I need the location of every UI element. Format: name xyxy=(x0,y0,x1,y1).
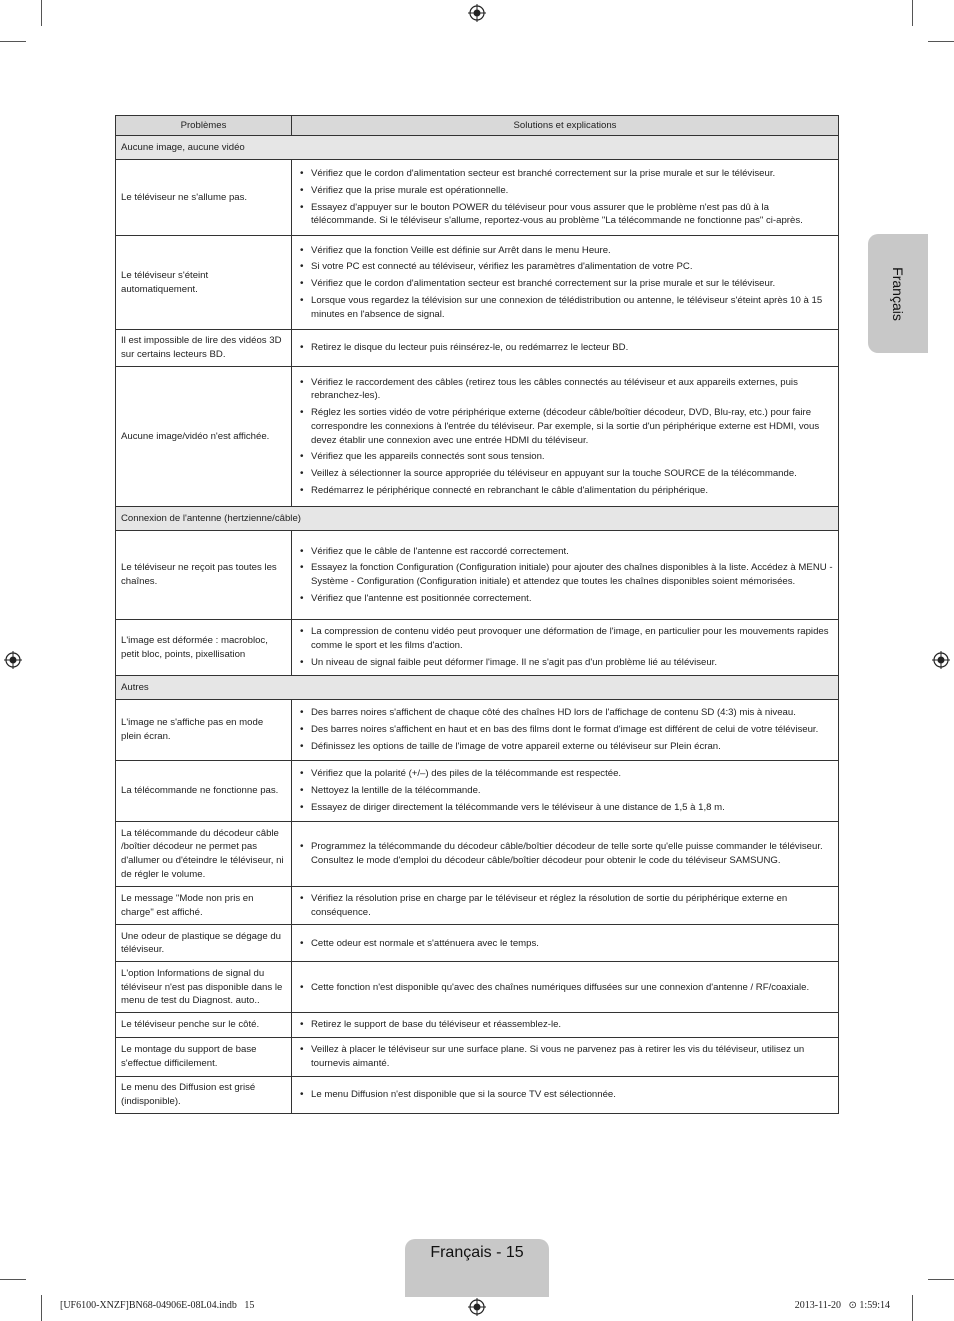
solution-cell xyxy=(292,962,839,1013)
section-other: Autres xyxy=(116,676,839,700)
section-antenna: Connexion de l'antenne (hertzienne/câble) xyxy=(116,507,839,531)
crop-mark xyxy=(912,1295,913,1321)
header-solution: Solutions et explications xyxy=(292,116,839,136)
problem-cell: L'option Informations de signal du téléviseur n'est pas disponible dans le menu de test du Diagnost. auto.. xyxy=(116,962,292,1013)
header-problem: Problèmes xyxy=(116,116,292,136)
solution-item: • Veillez à placer le téléviseur sur une surface plane. Si vous ne parvenez pas à retirer les vis du téléviseur, utilisez un tournevis aimanté. xyxy=(297,1043,833,1070)
problem-cell: Il est impossible de lire des vidéos 3D sur certains lecteurs BD. xyxy=(116,330,292,367)
solution-item: • Retirez le support de base du téléviseur et réassemblez-le. xyxy=(297,1018,833,1032)
table-row xyxy=(116,761,839,822)
solution-item: • Vérifiez que les appareils connectés sont sous tension. xyxy=(297,450,833,464)
language-side-tab xyxy=(868,234,928,353)
solution-cell xyxy=(292,620,839,676)
crop-mark xyxy=(928,1279,954,1280)
section-video: Aucune image, aucune vidéo xyxy=(116,136,839,160)
solution-item: • Vérifiez que le cordon d'alimentation secteur est branché correctement sur la prise murale et sur le téléviseur. xyxy=(297,167,833,181)
solution-cell xyxy=(292,1013,839,1038)
solution-item: • Vérifiez que la prise murale est opérationnelle. xyxy=(297,184,833,198)
solution-cell xyxy=(292,1076,839,1113)
solution-item: • Réglez les sorties vidéo de votre périphérique externe (décodeur câble/boîtier décodeur, DVD, Blu-ray, etc.) pour faire correspondre les connexions à l'entrée du téléviseur. Par exemple, si la sortie d'un périphérique externe est HDMI, vous devez établir une connexion avec une entrée HDMI du téléviseur. xyxy=(297,406,833,447)
solution-item: • Cette odeur est normale et s'atténuera avec le temps. xyxy=(297,937,833,951)
solution-item: • Un niveau de signal faible peut déformer l'image. Il ne s'agit pas d'un problème lié au téléviseur. xyxy=(297,656,833,670)
crop-mark xyxy=(928,41,954,42)
section-row xyxy=(116,676,839,700)
registration-mark-icon xyxy=(4,651,22,669)
solution-item: • Essayez de diriger directement la télécommande vers le téléviseur à une distance de 1,5 à 1,8 m. xyxy=(297,801,833,815)
crop-mark xyxy=(912,0,913,26)
solution-cell xyxy=(292,925,839,962)
table-row xyxy=(116,330,839,367)
problem-cell: Le message "Mode non pris en charge" est affiché. xyxy=(116,887,292,925)
solution-cell xyxy=(292,531,839,620)
solution-cell xyxy=(292,761,839,822)
solution-item: • Si votre PC est connecté au téléviseur, vérifiez les paramètres d'alimentation de votre PC. xyxy=(297,260,833,274)
table-row xyxy=(116,925,839,962)
solution-item: • La compression de contenu vidéo peut provoquer une déformation de l'image, en particulier pour les mouvements rapides comme le sport et les films d'action. xyxy=(297,625,833,652)
problem-cell: La télécommande ne fonctionne pas. xyxy=(116,761,292,822)
troubleshooting-table xyxy=(115,115,839,1114)
registration-mark-icon xyxy=(468,1298,486,1316)
solution-item: • Redémarrez le périphérique connecté en rebranchant le câble d'alimentation du périphérique. xyxy=(297,484,833,498)
side-tab-label: Français xyxy=(890,266,906,321)
solution-item: • Nettoyez la lentille de la télécommande. xyxy=(297,784,833,798)
solution-item: • Vérifiez que le cordon d'alimentation secteur est branché correctement sur la prise murale et sur le téléviseur. xyxy=(297,277,833,291)
table-row xyxy=(116,822,839,887)
page-number: Français - 15 xyxy=(430,1244,524,1261)
table-row xyxy=(116,531,839,620)
solution-cell xyxy=(292,700,839,761)
solution-item: • Des barres noires s'affichent en haut et en bas des films dont le format d'image est différent de celui de votre téléviseur. xyxy=(297,723,833,737)
solution-cell xyxy=(292,160,839,236)
solution-item: • Le menu Diffusion n'est disponible que si la source TV est sélectionnée. xyxy=(297,1088,833,1102)
solution-item: • Des barres noires s'affichent de chaque côté des chaînes HD lors de l'affichage de contenu SD (4:3) mis à niveau. xyxy=(297,706,833,720)
section-row xyxy=(116,507,839,531)
problem-cell: L'image ne s'affiche pas en mode plein écran. xyxy=(116,700,292,761)
solution-cell xyxy=(292,330,839,367)
crop-mark xyxy=(41,1295,42,1321)
problem-cell: Aucune image/vidéo n'est affichée. xyxy=(116,367,292,507)
print-timestamp: 2013-11-20 ⊙ 1:59:14 xyxy=(794,1300,890,1311)
solution-item: • Vérifiez que le câble de l'antenne est raccordé correctement. xyxy=(297,545,833,559)
table-row xyxy=(116,236,839,330)
table-row xyxy=(116,1076,839,1113)
solution-item: • Cette fonction n'est disponible qu'avec des chaînes numériques diffusées sur une connexion d'antenne / RF/coaxiale. xyxy=(297,981,833,995)
registration-mark-icon xyxy=(932,651,950,669)
solution-item: • Veillez à sélectionner la source appropriée du téléviseur en appuyant sur la touche SOURCE de la télécommande. xyxy=(297,467,833,481)
problem-cell: Le téléviseur penche sur le côté. xyxy=(116,1013,292,1038)
table-header-row xyxy=(116,116,839,136)
solution-item: • Vérifiez la résolution prise en charge par le téléviseur et réglez la résolution de sortie du périphérique externe en conséquence. xyxy=(297,892,833,919)
solution-cell xyxy=(292,822,839,887)
section-row xyxy=(116,136,839,160)
solution-item: • Lorsque vous regardez la télévision sur une connexion de télédistribution ou antenne, le téléviseur s'éteint après 10 à 15 minutes en l'absence de signal. xyxy=(297,294,833,321)
solution-cell xyxy=(292,887,839,925)
print-file-info: [UF6100-XNZF]BN68-04906E-08L04.indb 15 xyxy=(60,1300,255,1311)
solution-item: • Définissez les options de taille de l'image de votre appareil externe ou téléviseur sur Plein écran. xyxy=(297,740,833,754)
solution-item: • Essayez d'appuyer sur le bouton POWER du téléviseur pour vous assurer que le problème n'est pas dû à la télécommande. Si le téléviseur s'allume, reportez-vous au problème "La télécommande ne fonctionne pas" ci-après. xyxy=(297,201,833,228)
crop-mark xyxy=(0,1279,26,1280)
table-row xyxy=(116,1013,839,1038)
problem-cell: Le téléviseur ne reçoit pas toutes les chaînes. xyxy=(116,531,292,620)
solution-item: • Vérifiez le raccordement des câbles (retirez tous les câbles connectés au téléviseur et aux appareils externes, puis rebranchez-les). xyxy=(297,376,833,403)
table-row xyxy=(116,700,839,761)
page-number-tab xyxy=(405,1239,549,1297)
problem-cell: Le montage du support de base s'effectue difficilement. xyxy=(116,1038,292,1076)
table-row xyxy=(116,620,839,676)
solution-cell xyxy=(292,367,839,507)
crop-mark xyxy=(41,0,42,26)
problem-cell: L'image est déformée : macrobloc, petit bloc, points, pixellisation xyxy=(116,620,292,676)
table-row xyxy=(116,1038,839,1076)
registration-mark-icon xyxy=(468,4,486,22)
solution-item: • Programmez la télécommande du décodeur câble/boîtier décodeur de telle sorte qu'elle puisse commander le téléviseur. Consultez le mode d'emploi du décodeur câble/boîtier décodeur pour obtenir le code du téléviseur SAMSUNG. xyxy=(297,840,833,867)
solution-cell xyxy=(292,1038,839,1076)
problem-cell: La télécommande du décodeur câble /boîtier décodeur ne permet pas d'allumer ou d'éteindre le téléviseur, ni de régler le volume. xyxy=(116,822,292,887)
crop-mark xyxy=(0,41,26,42)
solution-item: • Retirez le disque du lecteur puis réinsérez-le, ou redémarrez le lecteur BD. xyxy=(297,341,833,355)
problem-cell: Une odeur de plastique se dégage du téléviseur. xyxy=(116,925,292,962)
table-row xyxy=(116,160,839,236)
table-row xyxy=(116,962,839,1013)
table-row xyxy=(116,367,839,507)
problem-cell: Le téléviseur ne s'allume pas. xyxy=(116,160,292,236)
problem-cell: Le menu des Diffusion est grisé (indisponible). xyxy=(116,1076,292,1113)
solution-item: • Vérifiez que l'antenne est positionnée correctement. xyxy=(297,592,833,606)
solution-item: • Essayez la fonction Configuration (Configuration initiale) pour ajouter des chaînes disponibles à la liste. Accédez à MENU - Système - Configuration (Configuration initiale) et attendez que toutes les chaînes disponibles soient mémorisées. xyxy=(297,561,833,588)
solution-cell xyxy=(292,236,839,330)
solution-item: • Vérifiez que la polarité (+/–) des piles de la télécommande est respectée. xyxy=(297,767,833,781)
table-row xyxy=(116,887,839,925)
problem-cell: Le téléviseur s'éteint automatiquement. xyxy=(116,236,292,330)
solution-item: • Vérifiez que la fonction Veille est définie sur Arrêt dans le menu Heure. xyxy=(297,244,833,258)
